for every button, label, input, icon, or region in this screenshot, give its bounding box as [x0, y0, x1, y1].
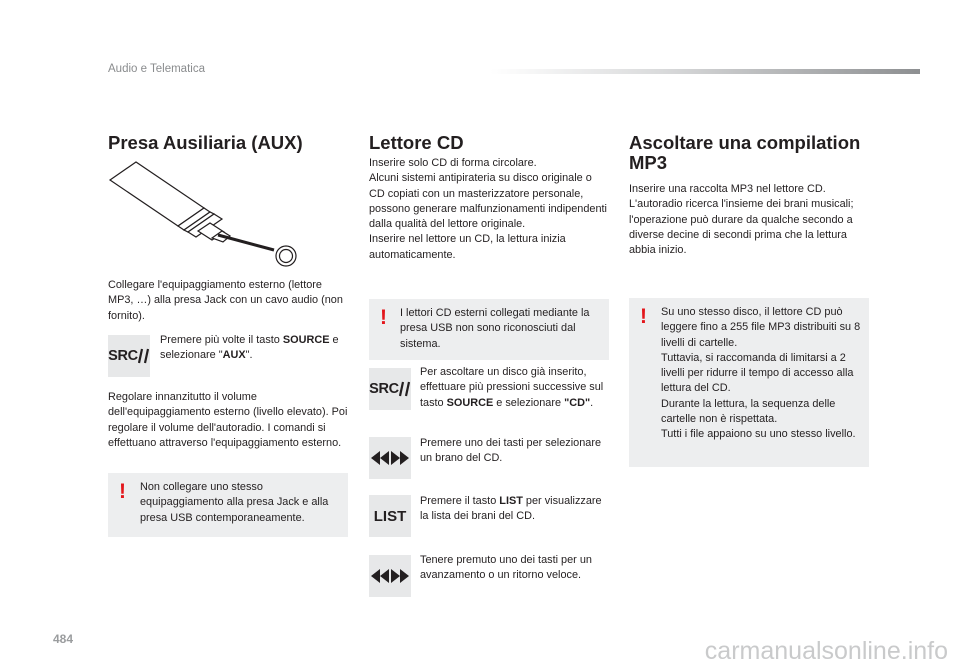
- src-slash-icon: [399, 381, 411, 397]
- aux-title: Presa Ausiliaria (AUX): [108, 132, 303, 153]
- aux-intro-text: Collegare l'equipaggiamento esterno (lettore MP3, …) alla presa Jack con un cavo audio (non fornito).: [108, 279, 343, 322]
- section-header-title: Audio e Telematica: [108, 63, 205, 75]
- rewind-forward-icon: [371, 451, 409, 465]
- warning-icon: !: [640, 305, 647, 328]
- src-button-key: [369, 368, 411, 410]
- aux-adjust-text: Regolare innanzitutto il volume dell'equipaggiamento esterno (livello elevato). Poi regolare il volume dell'autoradio. I comandi si effettuano attraverso l'equipaggiamento esterno.: [108, 391, 348, 449]
- src-button-key: [108, 335, 150, 377]
- cd-step1-text: Per ascoltare un disco già inserito, effettuare più pressioni successive sul tasto SOURCE e selezionare "CD".: [420, 366, 604, 409]
- rewind-forward-icon: [371, 569, 409, 583]
- aux-warning-text: Non collegare uno stesso equipaggiamento alla presa Jack e alla presa USB contemporaneamente.: [140, 481, 329, 524]
- list-key-label: LIST: [373, 507, 407, 525]
- src-slash-icon: [138, 348, 150, 364]
- aux-step-text: Premere più volte il tasto SOURCE e selezionare "AUX".: [160, 334, 339, 362]
- src-key-label: SRC: [108, 348, 138, 364]
- header-gradient-bar: [490, 69, 920, 74]
- warning-icon: !: [380, 306, 387, 329]
- jack-plug-illustration: [106, 158, 306, 273]
- mp3-intro-text: Inserire una raccolta MP3 nel lettore CD. L'autoradio ricerca l'insieme dei brani musicali; l'operazione può durare da qualche secondo a diverse decine di secondi prima che la lettura abbia inizio.: [629, 183, 854, 257]
- cd-title: Lettore CD: [369, 132, 464, 153]
- cd-warning-text: I lettori CD esterni collegati mediante la presa USB non sono riconosciuti dal sistema.: [400, 307, 590, 350]
- cd-step4-text: Tenere premuto uno dei tasti per un avanzamento o un ritorno veloce.: [420, 554, 592, 582]
- cd-step3-text: Premere il tasto LIST per visualizzare la lista dei brani del CD.: [420, 495, 602, 523]
- aux-socket-icon: [276, 246, 296, 266]
- list-button-key: [369, 495, 411, 537]
- src-key-label: SRC: [369, 381, 399, 397]
- page-number: 484: [53, 632, 74, 646]
- prev-next-keys: [369, 555, 411, 597]
- cd-intro-text: Inserire solo CD di forma circolare. Alcuni sistemi antipirateria su disco originale o CD copiati con un masterizzatore personale, possono generare malfunzionamenti indipendenti dalla qualità del lettore originale. Inserire nel lettore un CD, la lettura inizia automaticamente.: [369, 157, 607, 261]
- mp3-warning-text: Su uno stesso disco, il lettore CD può leggere fino a 255 file MP3 distribuiti su 8 livelli di cartelle. Tuttavia, si raccomanda di limitarsi a 2 livelli per ridurre il tempo di accesso alla lettura del CD. Durante la lettura, la sequenza delle cartelle non è rispettata. Tutti i file appaiono su uno stesso livello.: [661, 306, 861, 441]
- cd-step2-text: Premere uno dei tasti per selezionare un brano del CD.: [420, 437, 602, 465]
- watermark-text: carmanualsonline.info: [704, 637, 948, 665]
- mp3-title: Ascoltare una compilation MP3: [629, 132, 861, 173]
- warning-icon: !: [119, 480, 126, 503]
- prev-next-keys: [369, 437, 411, 479]
